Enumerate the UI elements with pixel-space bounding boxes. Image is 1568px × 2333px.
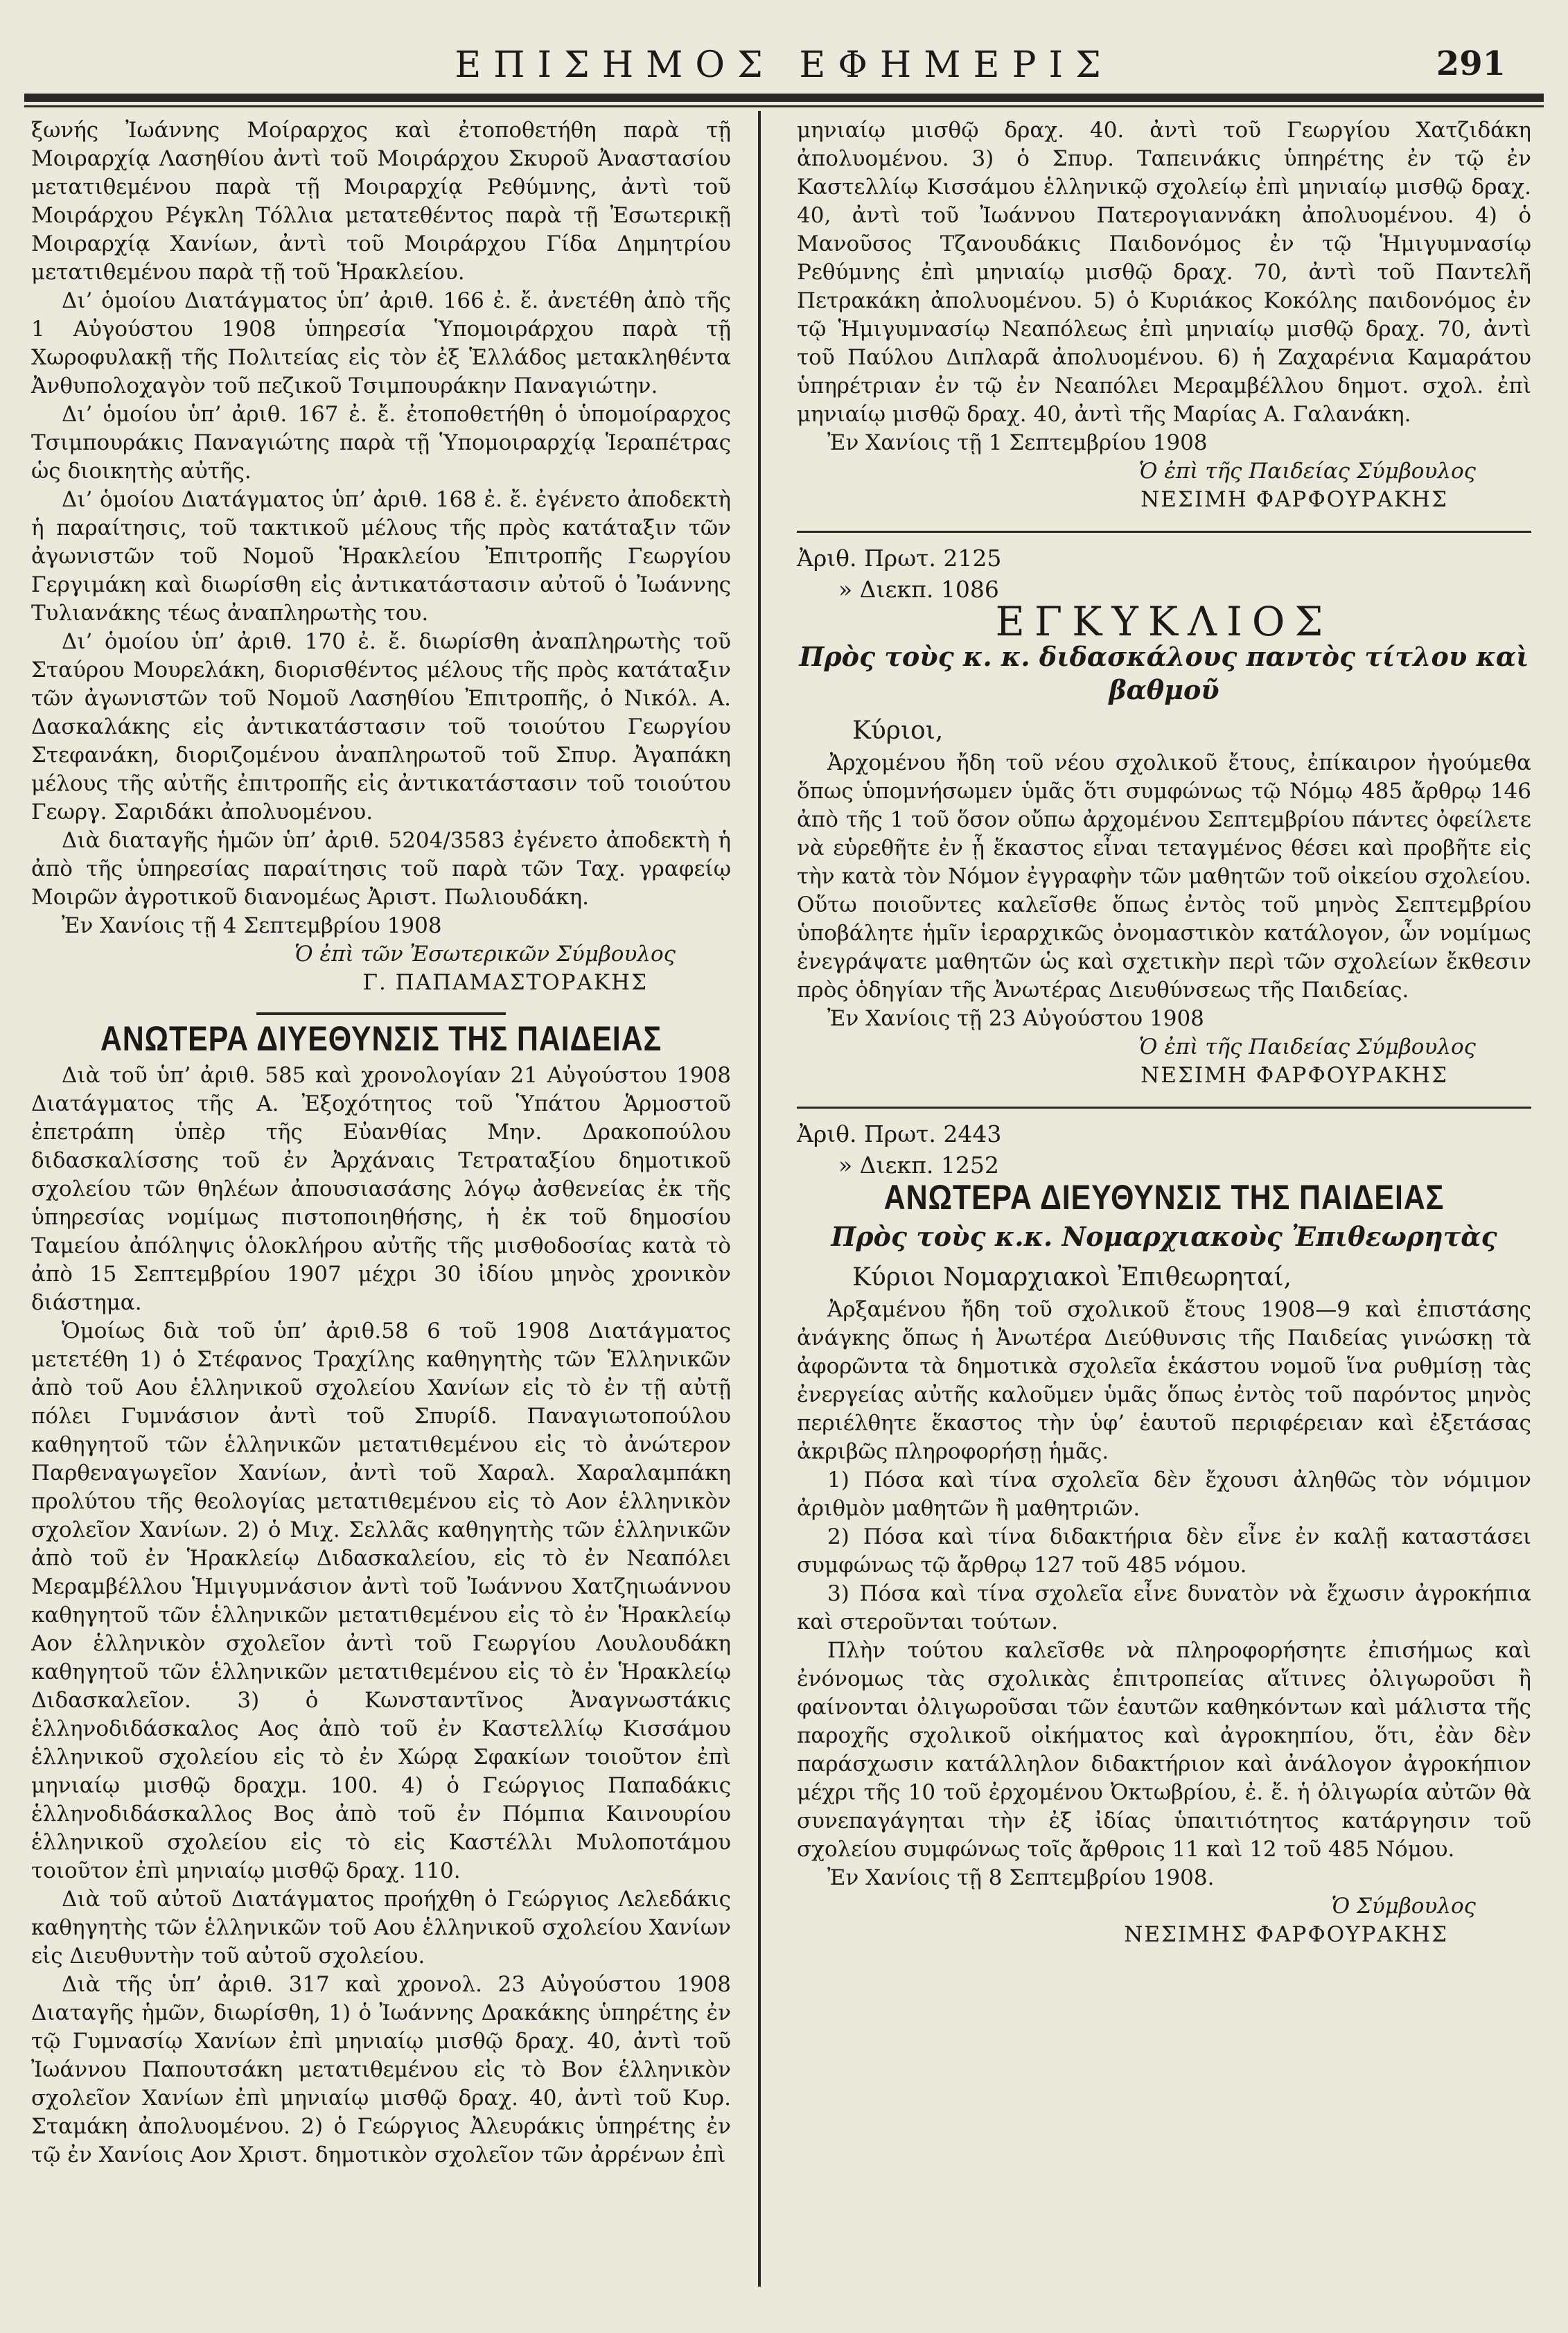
section-heading: ΑΝΩΤΕΡΑ ΔΙΥΕΘΥΝΣΙΣ ΤΗΣ ΠΑΙΔΕΙΑΣ xyxy=(100,1019,662,1058)
paragraph: μηνιαίῳ μισθῷ δραχ. 40. ἀντὶ τοῦ Γεωργίου Χατζιδάκη ἀπολυομένου. 3) ὁ Σπυρ. Ταπεινάκις ὑπηρέτης ἐν τῷ ἐν Καστελλίῳ Κισσάμου ἑλληνικῷ σχολείῳ ἐπὶ μηνιαίῳ μισθῷ δραχ. 40, ἀντὶ τοῦ Ἰωάννου Πατερογιαννάκη ἀπολυομένου. 4) ὁ Μανοῦσος Τζανουδάκις Παιδονόμος ἐν τῷ Ἡμιγυμνασίῳ Ρεθύμνης ἐπὶ μηνιαίῳ μισθῷ δραχ. 70, ἀντὶ τοῦ Παντελῆ Πετρακάκη ἀπολυομένου. 5) ὁ Κυριάκος Κοκόλης παιδονόμος ἐν τῷ Ἡμιγυμνασίῳ Νεαπόλεως ἐπὶ μηνιαίῳ μισθῷ δραχ. 70, ἀντὶ τοῦ Παύλου Διπλαρᾶ ἀπολυομένου. 6) ἡ Ζαχαρένια Καμαράτου ὑπηρέτριαν ἐν τῷ ἐν Νεαπόλει Μεραμβέλλου δημοτ. σχολ. ἐπὶ μηνιαίῳ μισθῷ δραχ. 40, ἀντὶ τῆς Μαρίας Α. Γαλανάκη. xyxy=(797,118,1531,427)
date-line: Ἐν Χανίοις τῇ 4 Σεπτεμβρίου 1908 xyxy=(62,913,442,938)
signatory-name: Γ. ΠΑΠΑΜΑΣΤΟΡΑΚΗΣ xyxy=(362,970,648,995)
paragraph: Διὰ τῆς ὑπ’ ἀριθ. 317 καὶ χρονολ. 23 Αὐγούστου 1908 Διαταγῆς ἡμῶν, διωρίσθη, 1) ὁ Ἰωάννης Δρακάκης ὑπηρέτης ἐν τῷ Γυμνασίῳ Χανίων ἐπὶ μηνιαίῳ μισθῷ δραχ. 40, ἀντὶ τοῦ Ἰωάννου Παπουτσάκη μετατιθεμένου εἰς τὸ Βον ἑλληνικὸν σχολεῖον Χανίων ἐπὶ μηνιαίῳ μισθῷ δραχ. 40, ἀντὶ τοῦ Κυρ. Σταμάκη ἀπολυομένου. 2) ὁ Γεώργιος Ἀλευράκις ὑπηρέτης ἐν τῷ ἐν Χανίοις Αον Χριστ. δημοτικὸν σχολεῖον τῶν ἀρρένων ἐπὶ xyxy=(31,1972,731,2167)
masthead-rule-thin xyxy=(24,105,1544,107)
masthead-title: ΕΠΙΣΗΜΟΣ ΕΦΗΜΕΡΙΣ xyxy=(455,44,1113,86)
date-line: Ἐν Χανίοις τῇ 1 Σεπτεμβρίου 1908 xyxy=(827,430,1208,455)
column-divider xyxy=(758,111,761,2287)
signatory-role: Ὁ ἐπὶ τῆς Παιδείας Σύμβουλος xyxy=(1138,1035,1476,1059)
signatory-role: Ὁ ἐπὶ τῆς Παιδείας Σύμβουλος xyxy=(1138,459,1476,484)
paragraph: Ἀρξαμένου ἤδη τοῦ σχολικοῦ ἔτους 1908—9 καὶ ἐπιστάσης ἀνάγκης ὅπως ἡ Ἀνωτέρα Διεύθυνσις τῆς Παιδείας γινώσκῃ τὰ ἀφορῶντα τὰ δημοτικὰ σχολεῖα ἑκάστου νομοῦ ἵνα ρυθμίσῃ τὰς ἐνεργείας αὐτῆς καλοῦμεν ὑμᾶς ὅπως ἐντὸς τοῦ παρόντος μηνὸς περιέλθητε ἕκαστος τὴν ὑφ’ ἑαυτοῦ περιφέρειαν καὶ ἐξετάσας ἀκριβῶς πληροφορήσῃ ἡμᾶς. xyxy=(797,1297,1531,1464)
section-separator xyxy=(797,1107,1531,1109)
paragraph: Δι’ ὁμοίου ὑπ’ ἀριθ. 170 ἐ. ἔ. διωρίσθη ἀναπληρωτὴς τοῦ Σταύρου Μουρελάκη, διορισθέντος μέλους τῆς πρὸς κατάταξιν τῶν ἀγωνιστῶν τοῦ Νομοῦ Λασηθίου Ἐπιτροπῆς, ὁ Νικόλ. Α. Δασκαλάκης εἰς ἀντικατάστασιν τοῦ τοιούτου Γεωργίου Στεφανάκη, διοριζομένου ἀναπληρωτοῦ τοῦ Σπυρ. Ἀγαπάκη μέλους τῆς αὐτῆς ἐπιτροπῆς εἰς ἀντικατάστασιν τοῦ τοιούτου Γεωργ. Σαριδάκι ἀπολυομένου. xyxy=(31,629,731,825)
protocol-number: Ἀριθ. Πρωτ. 2125 xyxy=(797,545,1002,572)
paragraph: Δι’ ὁμοίου Διατάγματος ὑπ’ ἀριθ. 168 ἐ. ἔ. ἐγένετο ἀποδεκτὴ ἡ παραίτησις, τοῦ τακτικοῦ μέλους τῆς πρὸς κατάταξιν τῶν ἀγωνιστῶν τοῦ Νομοῦ Ἡρακλείου Ἐπιτροπῆς Γεωργίου Γεργιμάκη καὶ διωρίσθη εἰς ἀντικατάστασιν αὐτοῦ ὁ Ἰωάννης Τυλιανάκης τέως ἀναπληρωτὴς του. xyxy=(31,487,731,626)
paragraph: Δι’ ὁμοίου Διατάγματος ὑπ’ ἀριθ. 166 ἐ. ἔ. ἀνετέθη ἀπὸ τῆς 1 Αὐγούστου 1908 ὑπηρεσία Ὑπομοιράρχου παρὰ τῇ Χωροφυλακῇ τῆς Πολιτείας εἰς τὸν ἐξ Ἑλλάδος μετακληθέντα Ἀνθυπολοχαγὸν τοῦ πεζικοῦ Τσιμπουράκην Παναγιώτην. xyxy=(31,288,731,398)
signatory-name: ΝΕΣΙΜΗΣ ΦΑΡΦΟΥΡΑΚΗΣ xyxy=(1124,1922,1448,1947)
paragraph: Ἀρχομένου ἤδη τοῦ νέου σχολικοῦ ἔτους, ἐπίκαιρον ἡγούμεθα ὅπως ὑπομνήσωμεν ὑμᾶς ὅτι συμφώνως τῷ Νόμῳ 485 ἄρθρῳ 146 ἀπὸ τῆς 1 τοῦ ὅσον οὔπω ἀρχομένου Σεπτεμβρίου πάντες ὀφείλετε νὰ εὑρεθῆτε ἐν ᾗ ἕκαστος εἶναι τεταγμένος θέσει καὶ προβῆτε εἰς τὴν κατὰ τὸν Νόμον ἐγγραφὴν τῶν μαθητῶν τοῦ οἰκείου σχολείου. Οὕτω ποιοῦντες καλεῖσθε ὅπως ἐντὸς τοῦ μηνὸς Σεπτεμβρίου ὑποβάλητε ἡμῖν ἱεραρχικῶς ὀνομαστικὸν κατάλογον, ὧν νομίμως ἐνεγράψατε μαθητῶν ὡς καὶ σχετικὴν περὶ τῶν σχολείων ἔκθεσιν πρὸς ὁδηγίαν τῆς Ἀνωτέρας Διευθύνσεως τῆς Παιδείας. xyxy=(797,750,1531,1003)
salutation: Κύριοι Νομαρχιακοὶ Ἐπιθεωρηταί, xyxy=(852,1263,1292,1292)
paragraph: Διὰ τοῦ αὐτοῦ Διατάγματος προήχθη ὁ Γεώργιος Λελεδάκις καθηγητὴς τῶν ἑλληνικῶν τοῦ Αου ἑλληνικοῦ σχολείου Χανίων εἰς Διευθυντὴν τοῦ αὐτοῦ σχολείου. xyxy=(31,1887,731,1969)
right-column xyxy=(797,116,1531,1949)
paragraph: 3) Πόσα καὶ τίνα σχολεῖα εἶνε δυνατὸν νὰ ἔχωσιν ἀγροκήπια καὶ στεροῦνται τούτων. xyxy=(797,1581,1531,1635)
addressee-line: Πρὸς τοὺς κ.κ. Νομαρχιακοὺς Ἐπιθεωρητὰς xyxy=(831,1221,1497,1252)
dispatch-number: » Διεκπ. 1086 xyxy=(838,576,999,603)
masthead xyxy=(0,28,1568,104)
paragraph: Δι’ ὁμοίου ὑπ’ ἀριθ. 167 ἐ. ἔ. ἐτοποθετήθη ὁ ὑπομοίραρχος Τσιμπουράκις Παναγιώτης παρὰ τῇ Ὑπομοιραρχίᾳ Ἱεραπέτρας ὡς διοικητὴς αὐτῆς. xyxy=(31,402,731,484)
section-separator xyxy=(256,1012,506,1015)
page-number: 291 xyxy=(1436,44,1506,83)
signatory-name: ΝΕΣΙΜΗ ΦΑΡΦΟΥΡΑΚΗΣ xyxy=(1140,1063,1448,1088)
signatory-name: ΝΕΣΙΜΗ ΦΑΡΦΟΥΡΑΚΗΣ xyxy=(1140,487,1448,512)
masthead-rule-thick xyxy=(24,94,1544,102)
protocol-number: Ἀριθ. Πρωτ. 2443 xyxy=(797,1120,1002,1147)
signatory-role: Ὁ ἐπὶ τῶν Ἐσωτερικῶν Σύμβουλος xyxy=(294,942,676,967)
addressee-line: Πρὸς τοὺς κ. κ. διδασκάλους παντὸς τίτλου καὶ βαθμοῦ xyxy=(799,641,1529,705)
dispatch-number: » Διεκπ. 1252 xyxy=(838,1152,999,1179)
section-heading: ΑΝΩΤΕΡΑ ΔΙΕΥΘΥΝΣΙΣ ΤΗΣ ΠΑΙΔΕΙΑΣ xyxy=(883,1178,1445,1217)
circular-title: ΕΓΚΥΚΛΙΟΣ xyxy=(995,598,1333,645)
paragraph: ξωνής Ἰωάννης Μοίραρχος καὶ ἐτοποθετήθη παρὰ τῇ Μοιραρχίᾳ Λασηθίου ἀντὶ τοῦ Μοιράρχου Σκυροῦ Ἀναστασίου μετατιθεμένου παρὰ τῇ Μοιραρχίᾳ Ρεθύμνης, ἀντὶ τοῦ Μοιράρχου Ρέγκλη Τόλλια μετατεθέντος παρὰ τῇ Ἐσωτερικῇ Μοιραρχίᾳ Χανίων, ἀντὶ τοῦ Μοιράρχου Γίδα Δημητρίου μετατιθεμένου παρὰ τῇ τοῦ Ἡρακλείου. xyxy=(31,118,731,285)
paragraph: 2) Πόσα καὶ τίνα διδακτήρια δὲν εἶνε ἐν καλῇ καταστάσει συμφώνως τῷ ἄρθρῳ 127 τοῦ 485 νόμου. xyxy=(797,1524,1531,1578)
signatory-role: Ὁ Σύμβουλος xyxy=(1331,1894,1476,1919)
salutation: Κύριοι, xyxy=(852,716,944,745)
paragraph: 1) Πόσα καὶ τίνα σχολεῖα δὲν ἔχουσι ἀληθῶς τὸν νόμιμον ἀριθμὸν μαθητῶν ἢ μαθητριῶν. xyxy=(797,1468,1531,1521)
date-line: Ἐν Χανίοις τῇ 8 Σεπτεμβρίου 1908. xyxy=(827,1865,1215,1890)
paragraph: Διὰ τοῦ ὑπ’ ἀριθ. 585 καὶ χρονολογίαν 21 Αὐγούστου 1908 Διατάγματος τῆς Α. Ἐξοχότητος τοῦ Ὑπάτου Ἁρμοστοῦ ἐπετράπη ὑπὲρ τῆς Εὐανθίας Μην. Δρακοπούλου διδασκαλίσσης τοῦ ἐν Ἀρχάναις Τετραταξίου δημοτικοῦ σχολείου τῶν θηλέων ἀπουσιασάσης λόγῳ ἀσθενείας ἐκ τῆς ὑπηρεσίας νομίμως πιστοποιηθήσης, ἡ ἐκ τοῦ δημοσίου Ταμείου ἀπόληψις ὁλοκλήρου αὐτῆς τῆς μισθοδοσίας κατὰ τὸ ἀπὸ 15 Σεπτεμβρίου 1907 μέχρι 30 ἰδίου μηνὸς χρονικὸν διάστημα. xyxy=(31,1063,731,1315)
section-separator xyxy=(797,531,1531,533)
left-column xyxy=(31,116,731,2169)
paragraph: Διὰ διαταγῆς ἡμῶν ὑπ’ ἀριθ. 5204/3583 ἐγένετο ἀποδεκτὴ ἡ ἀπὸ τῆς ὑπηρεσίας παραίτησις τοῦ παρὰ τῶν Ταχ. γραφείῳ Μοιρῶν ἀγροτικοῦ διανομέως Ἀριστ. Πωλιουδάκη. xyxy=(31,828,731,910)
paragraph: Πλὴν τούτου καλεῖσθε νὰ πληροφορήσητε ἐπισήμως καὶ ἐνόνομως τὰς σχολικὰς ἐπιτροπείας αἵτινες ὀλιγωροῦσι ἢ φαίνονται ὀλιγωροῦσαι τῶν ἑαυτῶν καθηκόντων καὶ μάλιστα τῆς παροχῆς σχολικοῦ οἰκήματος καὶ ἀγροκηπίου, ὅτι, ἐὰν δὲν παράσχωσιν κατάλληλον διδακτήριον καὶ ἀνάλογον ἀγροκήπιον μέχρι τῆς 10 τοῦ ἐρχομένου Ὀκτωβρίου, ἐ. ἔ. ἡ ὀλιγωρία αὐτῶν θὰ συνεπαγάγηται τὴν ἐξ ἰδίας ὑπαιτιότητος κατάργησιν τοῦ σχολείου συμφώνως τοῖς ἄρθροις 11 καὶ 12 τοῦ 485 Νόμου. xyxy=(797,1638,1531,1862)
paragraph: Ὁμοίως διὰ τοῦ ὑπ’ ἀριθ.58 6 τοῦ 1908 Διατάγματος μετετέθη 1) ὁ Στέφανος Τραχίλης καθηγητὴς τῶν Ἑλληνικῶν ἀπὸ τοῦ Αου ἑλληνικοῦ σχολείου Χανίων εἰς τὸ ἐν τῇ αὐτῇ πόλει Γυμνάσιον ἀντὶ τοῦ Σπυρίδ. Παναγιωτοπούλου καθηγητοῦ τῶν ἑλληνικῶν μετατιθεμένου εἰς τὸ ἀνώτερον Παρθεναγωγεῖον Χανίων, ἀντὶ τοῦ Χαραλ. Χαραλαμπάκη προλύτου τῆς θεολογίας μετατιθεμένου εἰς τὸ Αον ἑλληνικὸν σχολεῖον Χανίων. 2) ὁ Μιχ. Σελλᾶς καθηγητὴς τῶν ἑλληνικῶν ἀπὸ τοῦ ἐν Ἡρακλείῳ Διδασκαλείου, εἰς τὸ ἐν Νεαπόλει Μεραμβέλλου Ἡμιγυμνάσιον ἀντὶ τοῦ Ἰωάννου Χατζηιωάννου καθηγητοῦ τῶν ἑλληνικῶν μετατιθεμένου εἰς τὸ ἐν Ἡρακλείῳ Αον ἑλληνικὸν σχολεῖον ἀντὶ τοῦ Γεωργίου Λουλουδάκη καθηγητοῦ τῶν ἑλληνικῶν μετατιθεμένου εἰς τὸ ἐν Ἡρακλείῳ Διδασκαλεῖον. 3) ὁ Κωνσταντῖνος Ἀναγνωστάκις ἑλληνοδιδάσκαλος Αος ἀπὸ τοῦ ἐν Καστελλίῳ Κισσάμου ἑλληνικοῦ σχολείου εἰς τὸ ἐν Χώρᾳ Σφακίων τοιοῦτον ἐπὶ μηνιαίῳ μισθῷ δραχμ. 100. 4) ὁ Γεώργιος Παπαδάκις ἑλληνοδιδάσκαλλος Βος ἀπὸ τοῦ ἐν Πόμπια Καινουρίου ἑλληνικοῦ σχολείου εἰς τὸ εἰς Καστέλλι Μυλοποτάμου τοιοῦτον ἐπὶ μηνιαίῳ μισθῷ δραχ. 110. xyxy=(31,1319,731,1883)
date-line: Ἐν Χανίοις τῇ 23 Αὐγούστου 1908 xyxy=(827,1006,1204,1031)
